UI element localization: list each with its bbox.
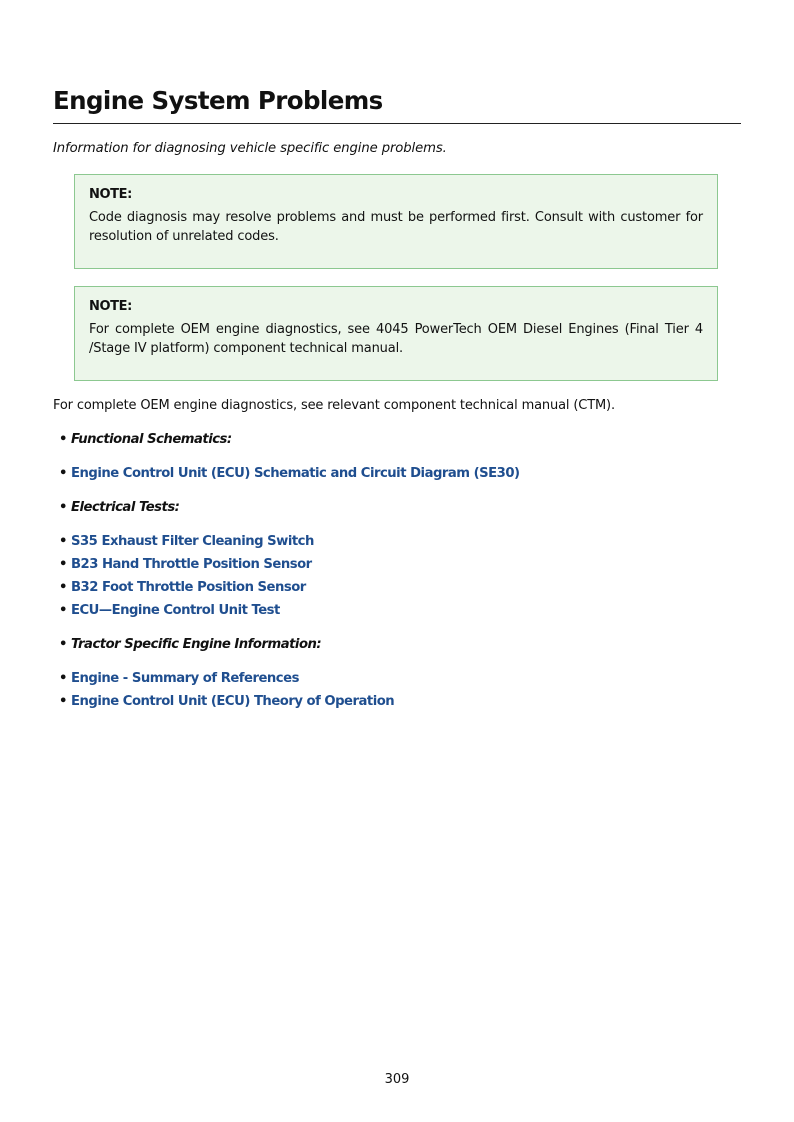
page-title: Engine System Problems bbox=[53, 86, 383, 115]
note-text: Code diagnosis may resolve problems and must be performed first. Consult with customer for resolution of unrelated codes. bbox=[89, 210, 703, 244]
list-item-b32 bbox=[59, 580, 306, 595]
link-ecu-theory-of-operation[interactable]: Engine Control Unit (ECU) Theory of Operation bbox=[71, 694, 395, 709]
section-heading: Tractor Specific Engine Information: bbox=[71, 637, 322, 652]
link-b23-hand-throttle[interactable]: B23 Hand Throttle Position Sensor bbox=[71, 557, 312, 572]
bullet-icon: • bbox=[59, 671, 68, 686]
document-page bbox=[53, 0, 741, 1122]
bullet-icon: • bbox=[59, 557, 68, 572]
link-b32-foot-throttle[interactable]: B32 Foot Throttle Position Sensor bbox=[71, 580, 306, 595]
bullet-icon: • bbox=[59, 534, 68, 549]
section-heading-functional-schematics bbox=[59, 432, 232, 447]
list-item-engine-references bbox=[59, 671, 299, 686]
list-item-ecu-test bbox=[59, 603, 280, 618]
note-label: NOTE: bbox=[89, 299, 132, 314]
section-heading-electrical-tests bbox=[59, 500, 179, 515]
list-item-ecu-theory bbox=[59, 694, 394, 709]
note-box-code-diagnosis bbox=[74, 174, 718, 269]
bullet-icon: • bbox=[59, 432, 68, 447]
section-heading: Electrical Tests: bbox=[71, 500, 180, 515]
section-heading: Functional Schematics: bbox=[71, 432, 232, 447]
bullet-icon: • bbox=[59, 694, 68, 709]
link-ecu-schematic-se30[interactable]: Engine Control Unit (ECU) Schematic and Circuit Diagram (SE30) bbox=[71, 466, 520, 481]
note-box-oem-diagnostics bbox=[74, 286, 718, 381]
bullet-icon: • bbox=[59, 603, 68, 618]
bullet-icon: • bbox=[59, 500, 68, 515]
list-item-ecu-schematic bbox=[59, 466, 520, 481]
bullet-icon: • bbox=[59, 580, 68, 595]
bullet-icon: • bbox=[59, 637, 68, 652]
note-label: NOTE: bbox=[89, 187, 132, 202]
page-number: 309 bbox=[384, 1072, 410, 1087]
bullet-icon: • bbox=[59, 466, 68, 481]
list-item-s35 bbox=[59, 534, 314, 549]
intro-text: Information for diagnosing vehicle specific engine problems. bbox=[53, 141, 447, 156]
list-item-b23 bbox=[59, 557, 312, 572]
section-heading-tractor-specific bbox=[59, 637, 321, 652]
title-divider bbox=[53, 123, 741, 124]
link-s35-exhaust-filter-switch[interactable]: S35 Exhaust Filter Cleaning Switch bbox=[71, 534, 314, 549]
note-text: For complete OEM engine diagnostics, see 4045 PowerTech OEM Diesel Engines (Final Tier 4 /Stage IV platform) component technical manual. bbox=[89, 322, 703, 356]
link-engine-summary-references[interactable]: Engine - Summary of References bbox=[71, 671, 299, 686]
link-ecu-test[interactable]: ECU—Engine Control Unit Test bbox=[71, 603, 280, 618]
ctm-paragraph: For complete OEM engine diagnostics, see relevant component technical manual (CTM). bbox=[53, 398, 615, 413]
